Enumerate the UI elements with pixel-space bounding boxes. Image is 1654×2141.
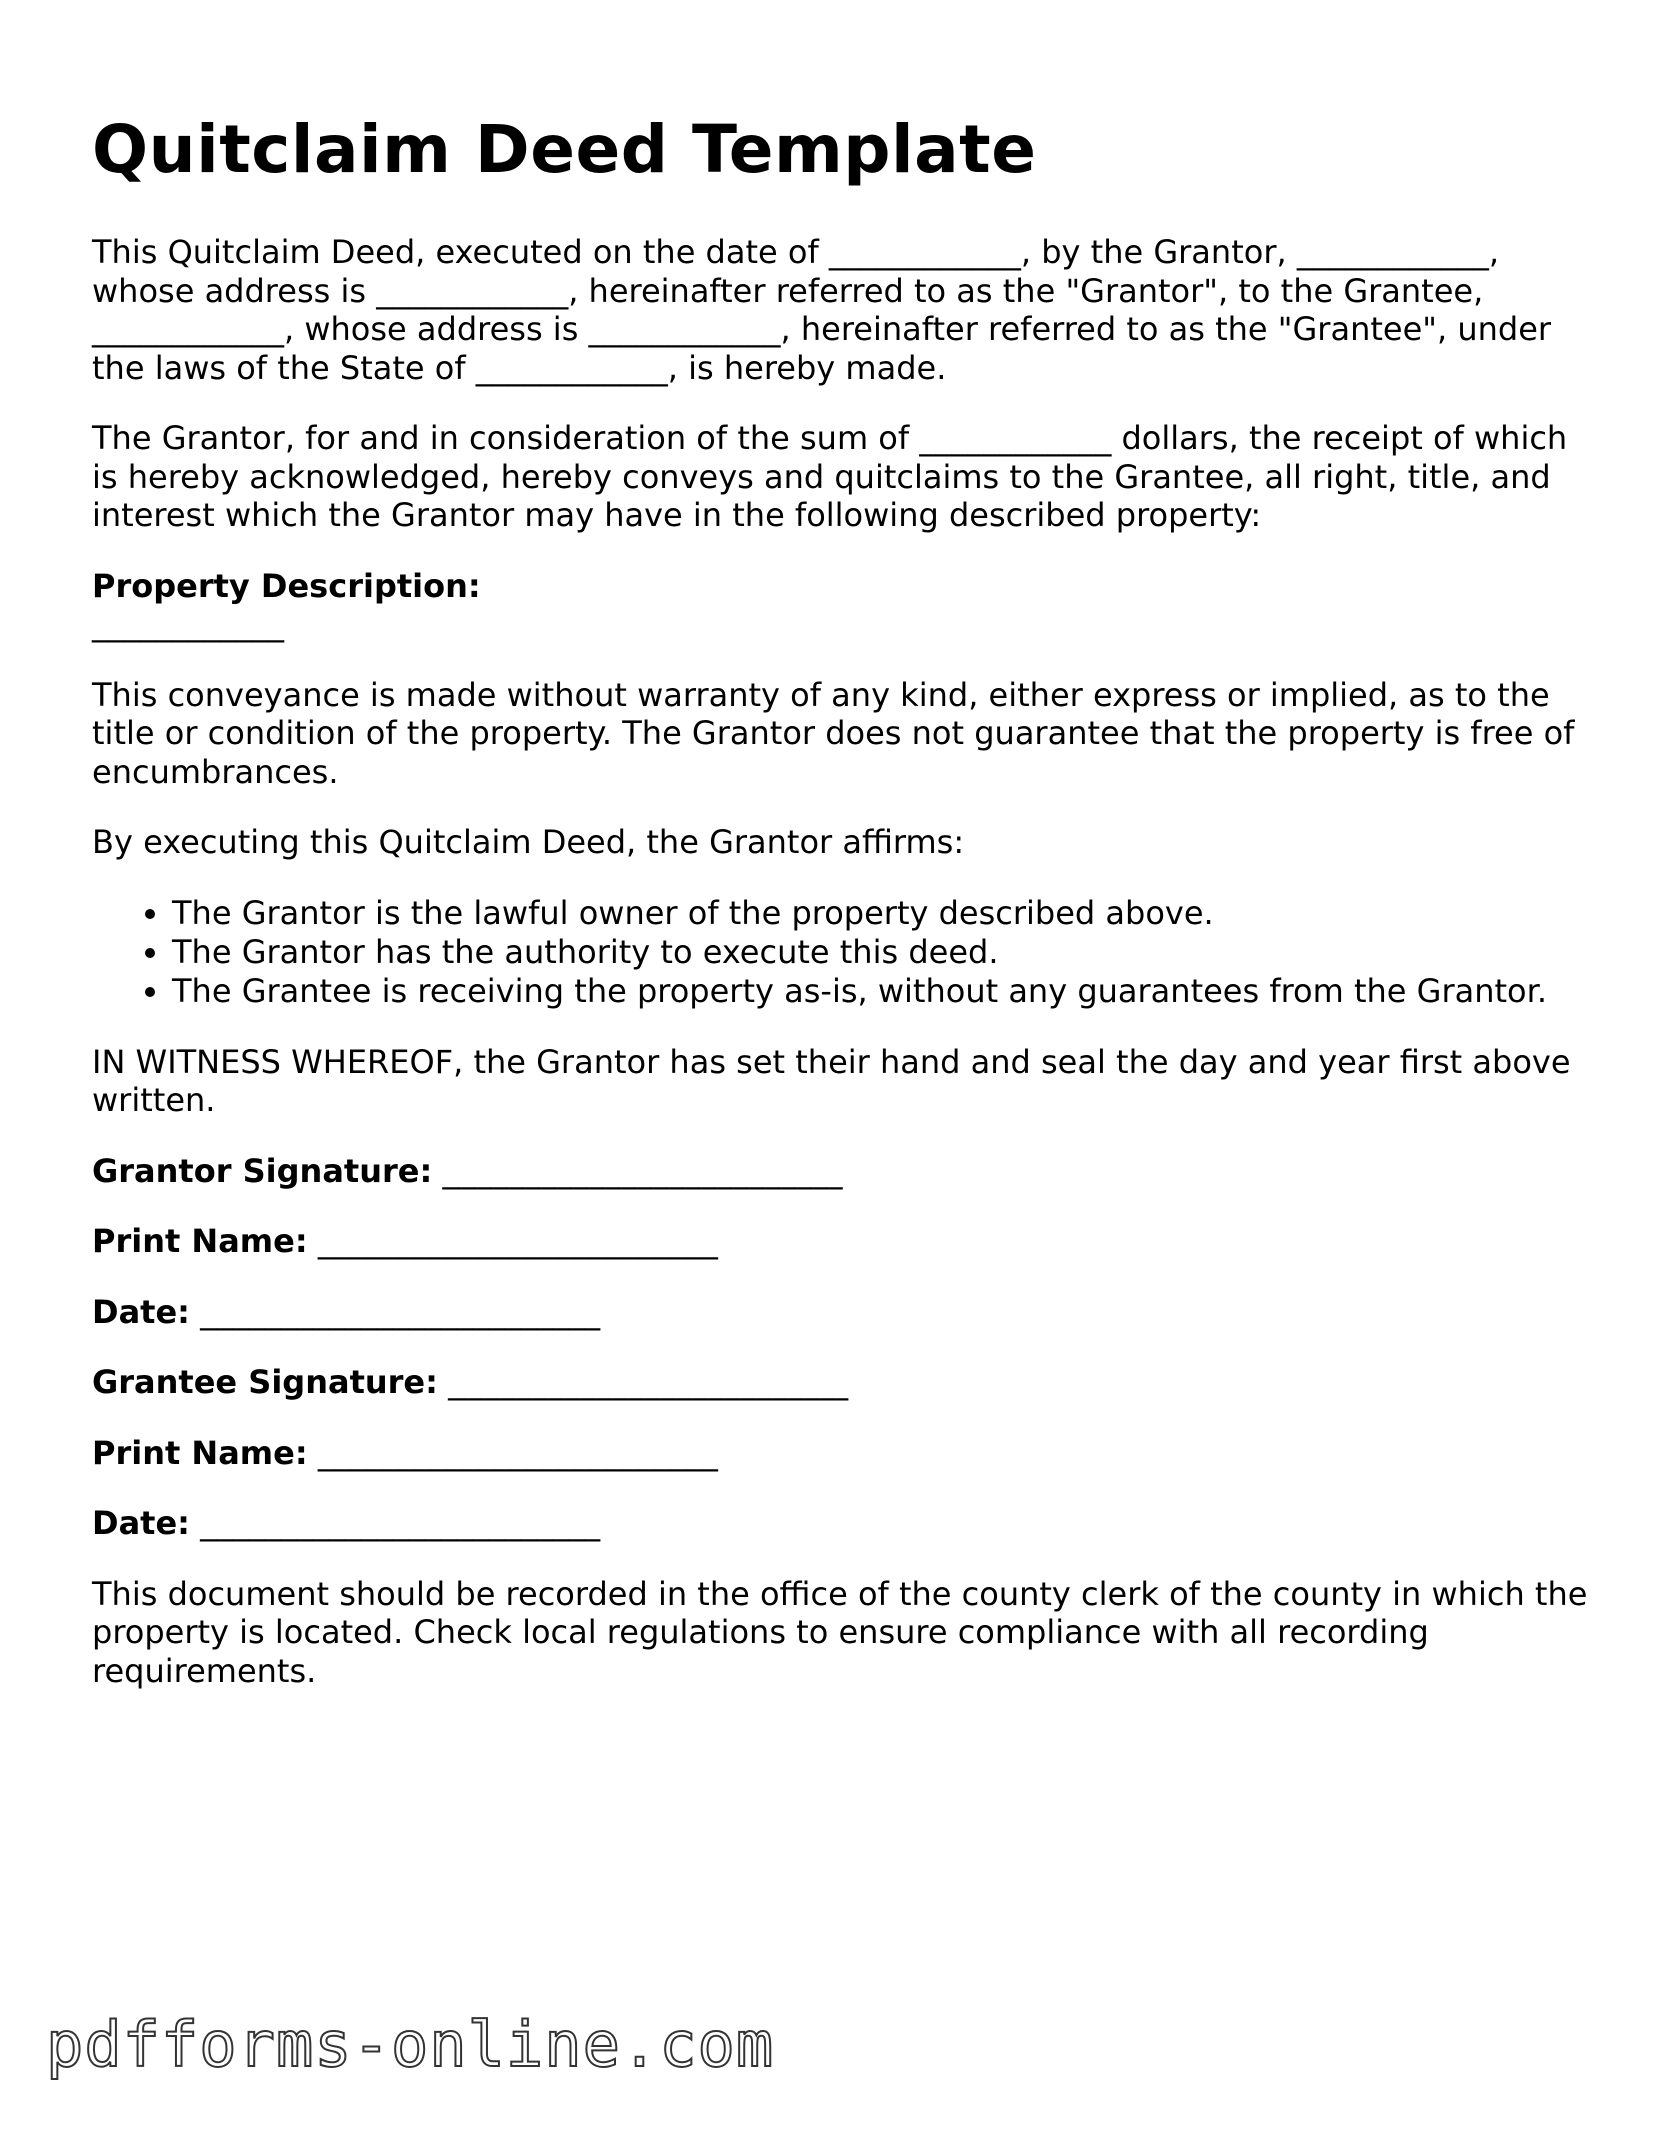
property-description-blank: ____________	[92, 605, 284, 644]
property-description-label: Property Description:	[92, 566, 481, 605]
document-title: Quitclaim Deed Template	[92, 111, 1037, 188]
grantor-signature-field[interactable]	[92, 1152, 1592, 1191]
grantor-signature-label: Grantor Signature:	[92, 1151, 433, 1190]
grantee-signature-blank[interactable]: _________________________	[448, 1363, 849, 1402]
grantor-signature-blank[interactable]: _________________________	[442, 1151, 843, 1190]
witness-paragraph: IN WITNESS WHEREOF, the Grantor has set their hand and seal the day and year first above written.	[92, 1042, 1571, 1120]
grantee-print-name-blank[interactable]: _________________________	[317, 1433, 718, 1472]
affirmation-item: • The Grantee is receiving the property as-is, without any guarantees from the Grantor.	[172, 972, 1592, 1011]
grantor-date-field[interactable]	[92, 1293, 1592, 1332]
grantee-print-name-label: Print Name:	[92, 1433, 308, 1472]
property-description	[92, 567, 1592, 644]
warranty-paragraph: This conveyance is made without warranty of any kind, either express or implied, as to the title or condition of the property. The Grantor does not guarantee that the property is free of encumbrances.	[92, 675, 1575, 791]
watermark: pdfforms-online.com	[46, 2008, 775, 2081]
grantor-date-blank[interactable]: _________________________	[200, 1292, 601, 1331]
grantor-print-name-blank[interactable]: _________________________	[317, 1222, 718, 1261]
affirm-intro: By executing this Quitclaim Deed, the Grantor affirms:	[92, 823, 965, 862]
grantee-date-blank[interactable]: _________________________	[200, 1504, 601, 1543]
consideration-paragraph: The Grantor, for and in consideration of the sum of ____________ dollars, the receipt of which is hereby acknowledged, hereby conveys and quitclaims to the Grantee, all right, title, and interest which the Grantor may have in the following described property:	[92, 419, 1568, 535]
recording-paragraph: This document should be recorded in the office of the county clerk of the county in which the property is located. Check local regulations to ensure compliance with all recording requirements.	[92, 1574, 1588, 1690]
affirmation-item: • The Grantor is the lawful owner of the property described above.	[172, 894, 1592, 933]
grantee-date-field[interactable]	[92, 1504, 1592, 1543]
grantee-signature-field[interactable]	[92, 1363, 1592, 1402]
grantor-date-label: Date:	[92, 1292, 190, 1331]
document-page	[92, 110, 1592, 1722]
grantor-print-name-label: Print Name:	[92, 1222, 308, 1261]
grantee-signature-label: Grantee Signature:	[92, 1363, 438, 1402]
affirmation-item: • The Grantor has the authority to execute this deed.	[172, 933, 1592, 972]
intro-paragraph: This Quitclaim Deed, executed on the date of ____________, by the Grantor, ____________, whose address is ____________, hereinafter referred to as the "Grantor", to the Grantee, ____________, whose address is ____________, hereinafter referred to as the "Grantee", under the laws of the State of ____________, is hereby made.	[92, 233, 1552, 387]
affirmations-list	[92, 894, 1592, 1011]
grantor-print-name-field[interactable]	[92, 1222, 1592, 1261]
grantee-date-label: Date:	[92, 1504, 190, 1543]
grantee-print-name-field[interactable]	[92, 1434, 1592, 1473]
